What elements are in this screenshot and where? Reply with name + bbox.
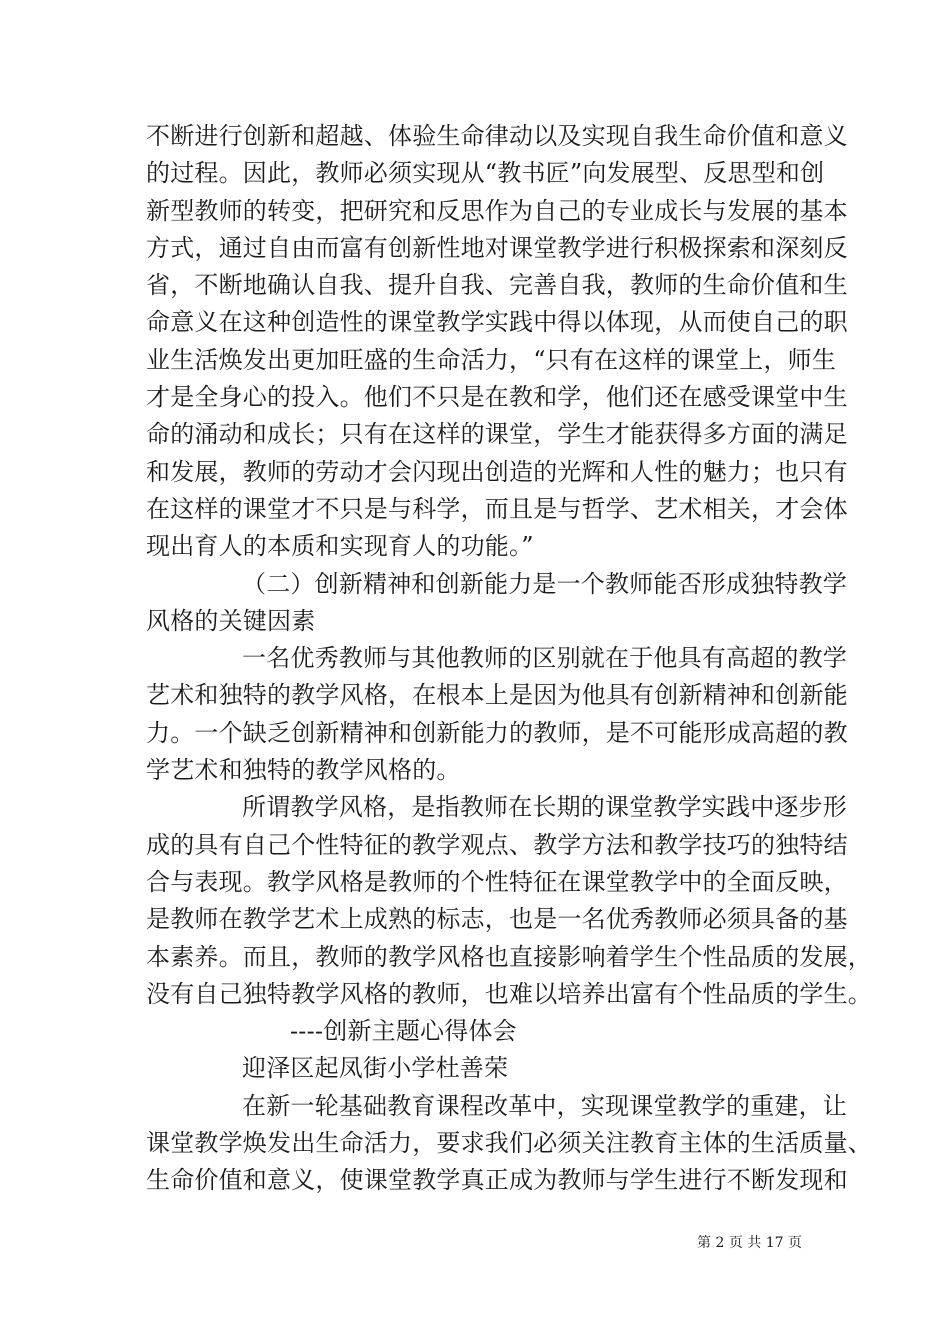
text-line: 和发展，教师的劳动才会闪现出创造的光辉和人性的魅力；也只有 <box>146 457 848 486</box>
text-line: 成的具有自己个性特征的教学观点、教学方法和教学技巧的独特结 <box>146 830 848 859</box>
text-line: 业生活焕发出更加旺盛的生命活力，“只有在这样的课堂上，师生 <box>146 345 837 374</box>
text-line: 学艺术和独特的教学风格的。 <box>146 756 461 785</box>
text-line: 是教师在教学艺术上成熟的标志，也是一名优秀教师必须具备的基 <box>146 905 848 934</box>
text-line: 在新一轮基础教育课程改革中，实现课堂教学的重建，让 <box>242 1091 847 1120</box>
text-line: 迎泽区起凤街小学杜善荣 <box>242 1054 509 1083</box>
text-line: 力。一个缺乏创新精神和创新能力的教师，是不可能形成高超的教 <box>146 718 848 747</box>
text-line: 现出育人的本质和实现育人的功能。” <box>146 532 534 561</box>
text-line: 不断进行创新和超越、体验生命律动以及实现自我生命价值和意义 <box>146 122 848 150</box>
text-line: 没有自己独特教学风格的教师，也难以培养出富有个性品质的学生。 <box>146 979 872 1008</box>
text-line: 风格的关键因素 <box>146 606 316 635</box>
text-line: 课堂教学焕发出生命活力，要求我们必须关注教育主体的生活质量、 <box>146 1129 872 1158</box>
text-line: 一名优秀教师与其他教师的区别就在于他具有高超的教学 <box>242 644 847 673</box>
text-line: 命意义在这种创造性的课堂教学实践中得以体现，从而使自己的职 <box>146 308 848 337</box>
text-line: 的过程。因此，教师必须实现从“教书匠”向发展型、反思型和创 <box>146 159 825 188</box>
page-number-footer: 第 2 页 共 17 页 <box>697 1235 802 1251</box>
text-line: 艺术和独特的教学风格，在根本上是因为他具有创新精神和创新能 <box>146 681 848 710</box>
text-line: 所谓教学风格，是指教师在长期的课堂教学实践中逐步形 <box>242 793 847 822</box>
text-line: 在这样的课堂才不只是与科学，而且是与哲学、艺术相关，才会体 <box>146 494 848 523</box>
text-line: （二）创新精神和创新能力是一个教师能否形成独特教学 <box>242 569 847 598</box>
text-line: 本素养。而且，教师的教学风格也直接影响着学生个性品质的发展， <box>146 942 872 971</box>
text-line: ----创新主题心得体会 <box>290 1017 517 1046</box>
text-line: 命的涌动和成长；只有在这样的课堂，学生才能获得多方面的满足 <box>146 420 848 449</box>
text-line: 才是全身心的投入。他们不只是在教和学，他们还在感受课堂中生 <box>146 383 848 412</box>
text-line: 生命价值和意义，使课堂教学真正成为教师与学生进行不断发现和 <box>146 1166 848 1195</box>
text-line: 新型教师的转变，把研究和反思作为自己的专业成长与发展的基本 <box>146 196 848 225</box>
text-line: 合与表现。教学风格是教师的个性特征在课堂教学中的全面反映， <box>146 867 848 896</box>
body-text <box>146 118 872 1200</box>
text-line: 方式，通过自由而富有创新性地对课堂教学进行积极探索和深刻反 <box>146 233 848 262</box>
text-line: 省，不断地确认自我、提升自我、完善自我，教师的生命价值和生 <box>146 271 848 300</box>
